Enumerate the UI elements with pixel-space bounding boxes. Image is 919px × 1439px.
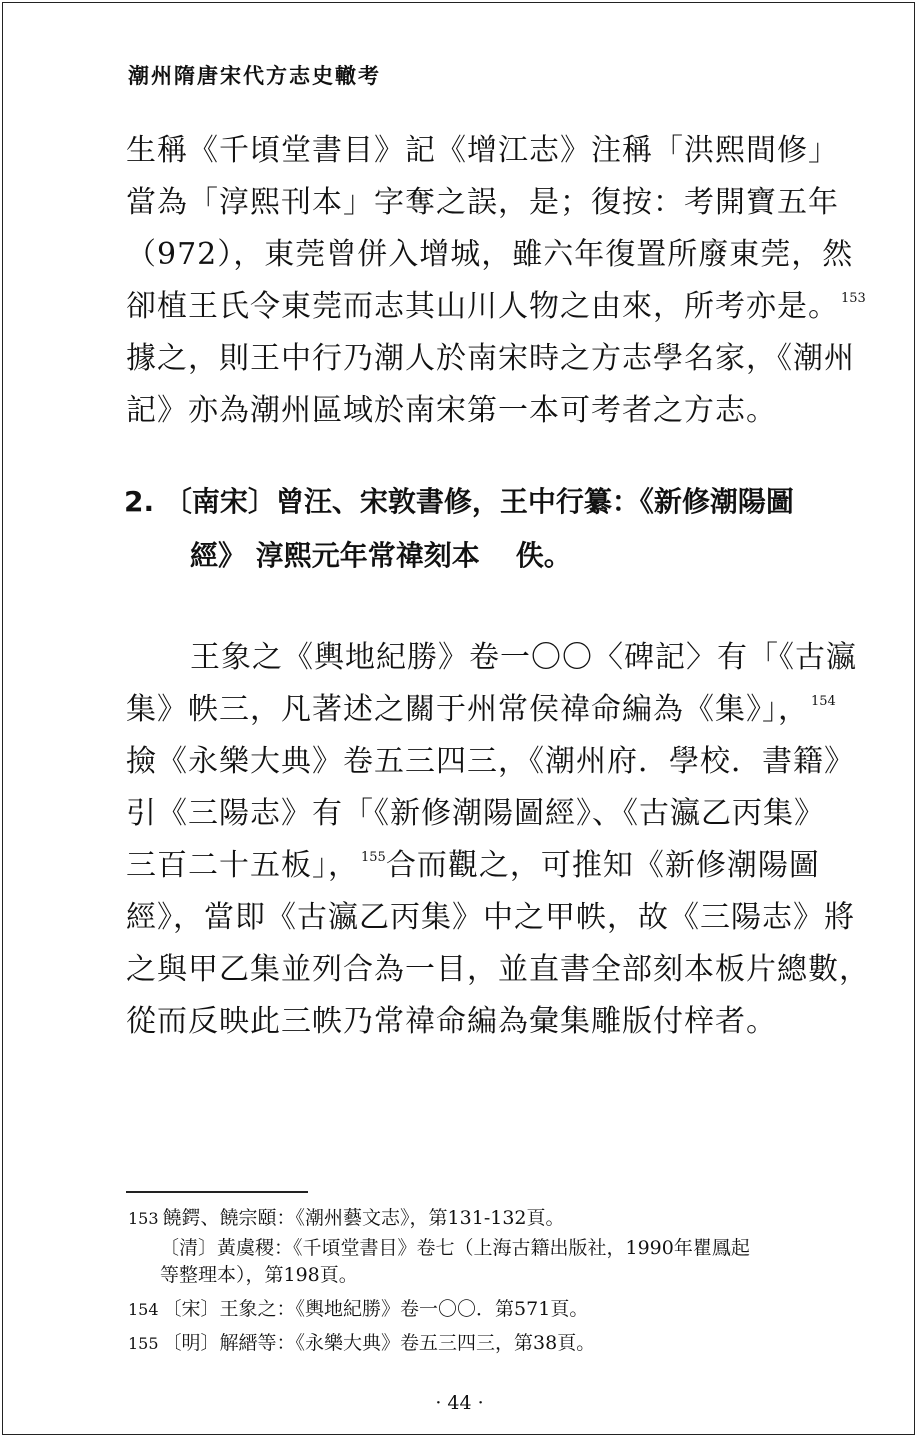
paragraph1-line-5: 據之，則王中行乃潮人於南宋時之方志學名家，《潮州 — [126, 341, 855, 376]
footnote-153-number: 153 — [128, 1209, 159, 1228]
paragraph2-line-5 — [126, 848, 820, 884]
paragraph2-line-5-pre: 三百二十五板」， — [126, 848, 359, 883]
paragraph1-line-2: 當為「淳熙刊本」字奪之誤，是；復按：考開寶五年 — [126, 185, 839, 220]
paragraph2-line-8: 從而反映此三帙乃常禕命編為彙集雕版付梓者。 — [126, 1004, 777, 1039]
paragraph1-line-1: 生稱《千頃堂書目》記《增江志》注稱「洪熙間修」 — [126, 133, 839, 168]
paragraph1-line-4-text: 卻植王氏令東莞而志其山川人物之由來，所考亦是。 — [126, 289, 839, 324]
footnote-ref-153[interactable]: 153 — [841, 291, 866, 306]
footnote-154-number: 154 — [128, 1300, 159, 1319]
paragraph2-line-1: 王象之《輿地紀勝》卷一〇〇〈碑記〉有「《古瀛 — [190, 640, 857, 675]
paragraph1-line-3: （972），東莞曾併入增城，雖六年復置所廢東莞，然 — [126, 237, 854, 272]
footnote-ref-155[interactable]: 155 — [361, 850, 386, 865]
section-heading-status: 佚。 — [515, 539, 572, 572]
paragraph2-line-6: 經》，當即《古瀛乙丙集》中之甲帙，故《三陽志》將 — [126, 900, 855, 935]
footnote-154 — [128, 1296, 588, 1323]
paragraph2-line-3: 撿《永樂大典》卷五三四三，《潮州府．學校．書籍》 — [126, 744, 855, 779]
paragraph2-line-2 — [126, 692, 836, 728]
paragraph2-line-7: 之與甲乙集並列合為一目，並直書全部刻本板片總數， — [126, 952, 870, 987]
footnote-155-text: 〔明〕解縉等：《永樂大典》卷五三四三，第38頁。 — [162, 1332, 596, 1354]
footnote-154-text: 〔宋〕王象之：《輿地紀勝》卷一〇〇．第571頁。 — [162, 1298, 589, 1320]
page-number: · 44 · — [435, 1392, 484, 1414]
paragraph2-line-4: 引《三陽志》有「《新修潮陽圖經》、《古瀛乙丙集》 — [126, 796, 825, 831]
section-heading-line-2 — [190, 538, 572, 574]
paragraph2-line-2-text: 集》帙三，凡著述之關于州常侯禕命編為《集》」， — [126, 692, 809, 727]
footnote-153-line-1 — [128, 1205, 565, 1232]
paragraph1-line-6: 記》亦為潮州區域於南宋第一本可考者之方志。 — [126, 393, 777, 428]
footnote-ref-154[interactable]: 154 — [811, 694, 836, 709]
running-header: 潮州隋唐宋代方志史轍考 — [128, 64, 381, 88]
section-heading-title: 經》 淳熙元年常禕刻本 — [190, 539, 480, 572]
footnote-155 — [128, 1330, 595, 1357]
section-heading-line-1: 2. 〔南宋〕曾汪、宋敦書修，王中行纂：《新修潮陽圖 — [124, 485, 794, 518]
footnote-155-number: 155 — [128, 1334, 159, 1353]
footnote-separator — [126, 1191, 308, 1193]
paragraph1-line-4 — [126, 289, 866, 325]
footnote-153-line-3: 等整理本），第198頁。 — [160, 1264, 358, 1286]
footnote-153-line-2: 〔清〕黃虞稷：《千頃堂書目》卷七（上海古籍出版社，1990年瞿鳳起 — [160, 1237, 750, 1259]
footnote-153-text-1: 饒鍔、饒宗頤：《潮州藝文志》，第131-132頁。 — [162, 1207, 565, 1229]
paragraph2-line-5-post: 合而觀之，可推知《新修潮陽圖 — [385, 848, 820, 883]
